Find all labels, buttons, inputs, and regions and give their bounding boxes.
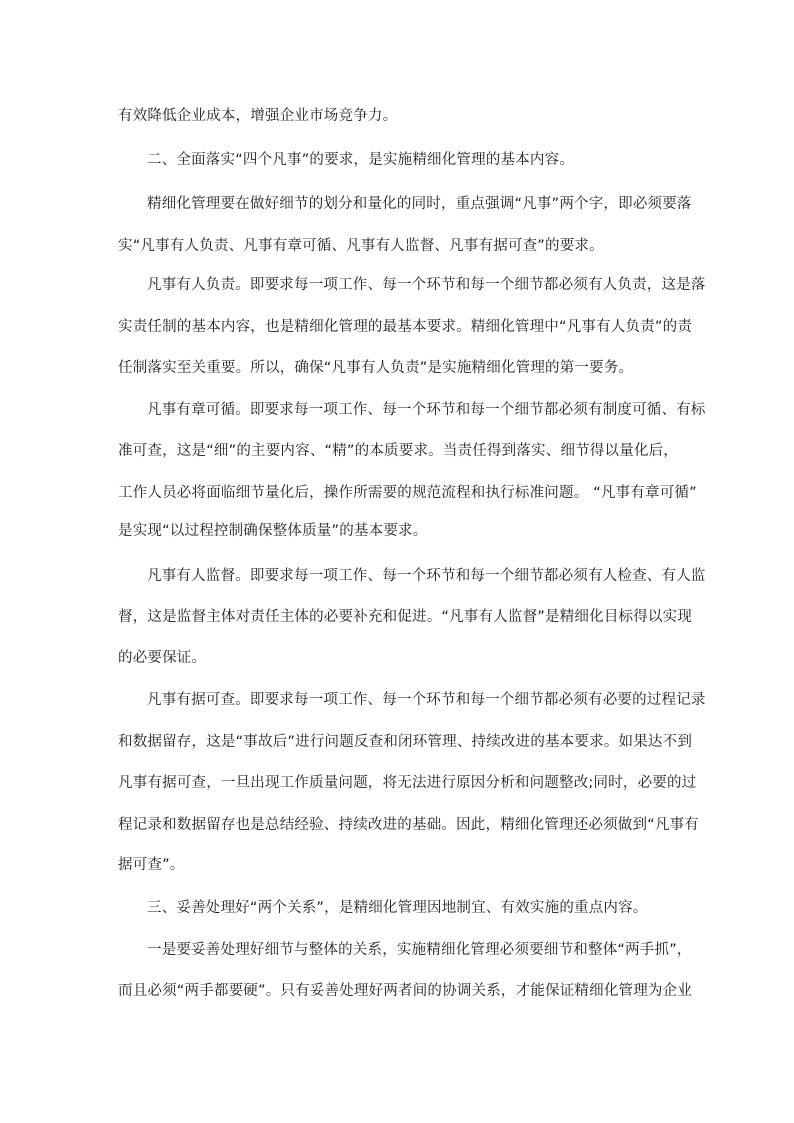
- text-line: 有效降低企业成本，增强企业市场竞争力。: [118, 108, 398, 124]
- section-heading: 二、全面落实“四个凡事”的要求，是实施精细化管理的基本内容。: [147, 152, 575, 168]
- text-line: 而且必须“两手都要硬”。只有妥善处理好两者间的协调关系，才能保证精细化管理为企业: [118, 983, 693, 999]
- text-line: 是实现“以过程控制确保整体质量”的基本要求。: [118, 523, 428, 539]
- text-line: 任制落实至关重要。所以，确保“凡事有人负责”是实施精细化管理的第一要务。: [118, 360, 634, 376]
- text-line: 程记录和数据留存也是总结经验、持续改进的基础。因此，精细化管理还必须做到“凡事有: [118, 817, 700, 833]
- text-line: 和数据留存，这是“事故后”进行问题反查和闭环管理、持续改进的基本要求。如果达不到: [118, 734, 693, 750]
- text-line: 凡事有章可循。即要求每一项工作、每一个环节和每一个细节都必须有制度可循、有标: [147, 402, 706, 418]
- text-line: 凡事有据可查。即要求每一项工作、每一个环节和每一个细节都必须有必要的过程记录: [147, 692, 706, 708]
- text-line: 督，这是监督主体对责任主体的必要补充和促进。“凡事有人监督”是精细化目标得以实现: [118, 609, 693, 625]
- text-line: 据可查”。: [118, 857, 185, 873]
- section-heading: 三、妥善处理好“两个关系”，是精细化管理因地制宜、有效实施的重点内容。: [147, 900, 648, 916]
- text-line: 一是要妥善处理好细节与整体的关系，实施精细化管理必须要细节和整体“两手抓”，: [147, 942, 692, 958]
- text-line: 凡事有人负责。即要求每一项工作、每一个环节和每一个细节都必须有人负责，这是落: [147, 277, 706, 293]
- text-line: 工作人员必将面临细节量化后，操作所需要的规范流程和执行标准问题。 “凡事有章可循”: [118, 485, 697, 501]
- text-line: 精细化管理要在做好细节的划分和量化的同时，重点强调“凡事”两个字，即必须要落: [147, 196, 692, 212]
- text-line: 实责任制的基本内容，也是精细化管理的最基本要求。精细化管理中“凡事有人负责”的责: [118, 319, 693, 335]
- text-line: 实“凡事有人负责、凡事有章可循、凡事有人监督、凡事有据可查”的要求。: [118, 238, 604, 254]
- text-line: 准可查，这是“细”的主要内容、“精”的本质要求。当责任得到落实、细节得以量化后，: [118, 443, 679, 459]
- text-line: 凡事有人监督。即要求每一项工作、每一个环节和每一个细节都必须有人检查、有人监: [147, 568, 706, 584]
- text-line: 的必要保证。: [118, 650, 207, 666]
- text-line: 凡事有据可查，一旦出现工作质量问题，将无法进行原因分析和问题整改;同时，必要的过: [118, 775, 697, 791]
